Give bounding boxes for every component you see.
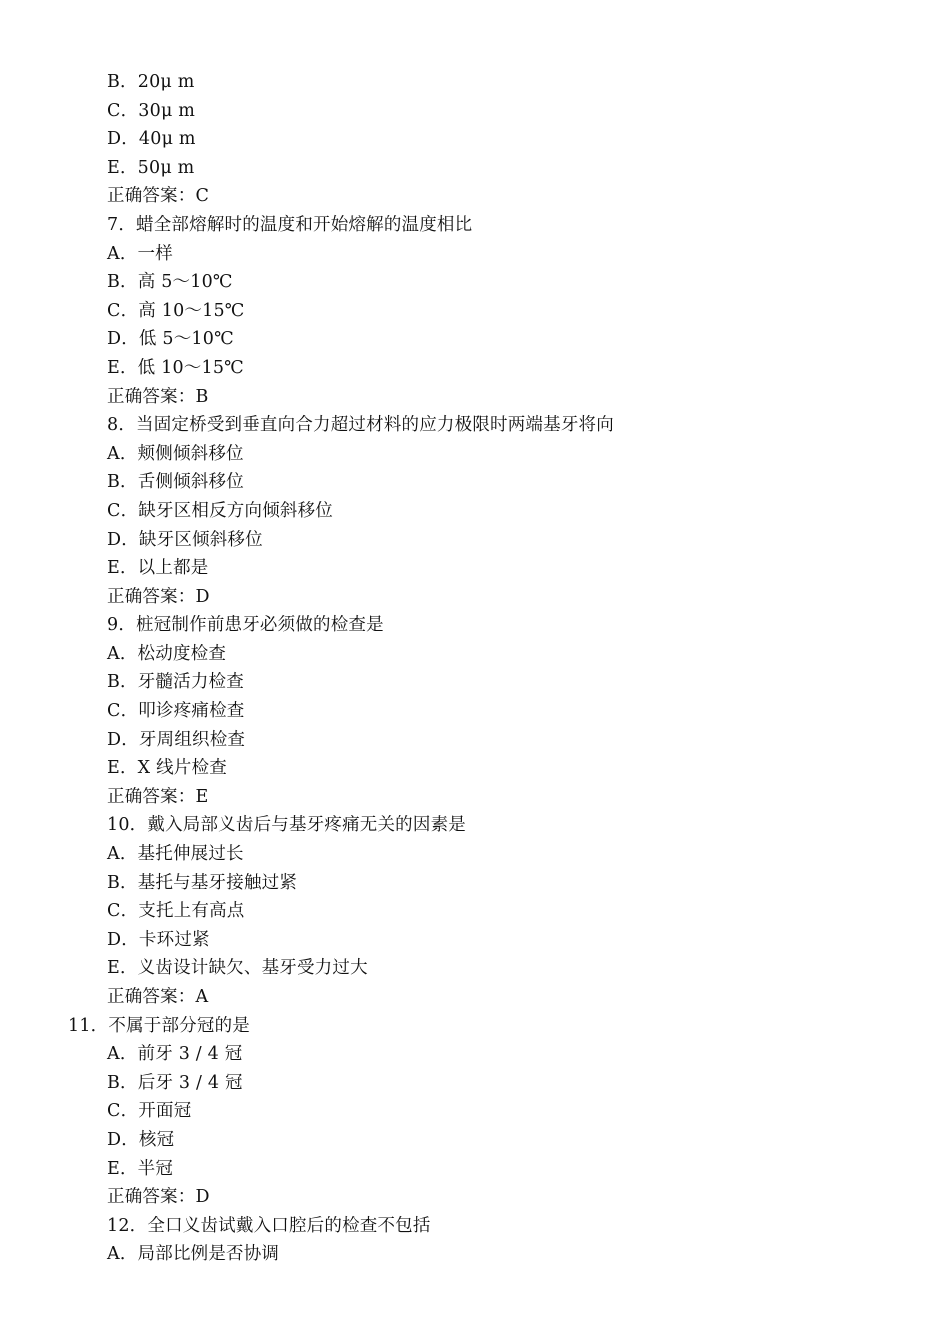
option-line: E．义齿设计缺欠、基牙受力过大 — [107, 958, 368, 979]
option-line: B．高 5～10℃ — [107, 272, 233, 293]
option-line: E．以上都是 — [107, 558, 209, 579]
option-line: E．半冠 — [107, 1158, 174, 1179]
option-line: A．松动度检查 — [107, 643, 227, 664]
option-line: A．局部比例是否协调 — [107, 1244, 280, 1265]
option-line: D．卡环过紧 — [107, 929, 210, 950]
option-line: D．核冠 — [107, 1129, 175, 1150]
answer-line: 正确答案：A — [107, 987, 209, 1007]
option-line: B．20μ m — [107, 72, 195, 92]
option-line: A．一样 — [107, 243, 173, 264]
answer-line: 正确答案：C — [107, 186, 210, 207]
option-line: E．50μ m — [107, 157, 195, 178]
answer-line: 正确答案：E — [107, 786, 209, 807]
question-line: 12．全口义齿试戴入口腔后的检查不包括 — [107, 1215, 431, 1236]
question-line: 9．桩冠制作前患牙必须做的检查是 — [107, 615, 384, 636]
question-line: 8．当固定桥受到垂直向合力超过材料的应力极限时两端基牙将向 — [107, 415, 614, 436]
question-line: 10．戴入局部义齿后与基牙疼痛无关的因素是 — [107, 815, 466, 836]
option-line: B．牙髓活力检查 — [107, 672, 244, 693]
option-line: C．30μ m — [107, 100, 196, 121]
option-line: A．颊侧倾斜移位 — [107, 443, 244, 464]
option-line: E．X 线片检查 — [107, 758, 227, 779]
answer-line: 正确答案：D — [107, 1187, 210, 1208]
option-line: C．叩诊疼痛检查 — [107, 701, 245, 722]
question-line: 11．不属于部分冠的是 — [68, 1015, 250, 1036]
option-line: C．支托上有高点 — [107, 901, 245, 922]
option-line: C．开面冠 — [107, 1101, 192, 1122]
answer-line: 正确答案：B — [107, 386, 209, 407]
option-line: A．基托伸展过长 — [107, 844, 244, 865]
option-line: C．缺牙区相反方向倾斜移位 — [107, 500, 333, 521]
option-line: A．前牙 3 / 4 冠 — [107, 1044, 243, 1065]
option-line: C．高 10～15℃ — [107, 300, 245, 321]
option-line: B．基托与基牙接触过紧 — [107, 872, 298, 893]
option-line: D．低 5～10℃ — [107, 329, 234, 350]
answer-line: 正确答案：D — [107, 586, 210, 607]
option-line: D．牙周组织检查 — [107, 729, 246, 750]
document-body — [0, 68, 950, 1269]
option-line: D．缺牙区倾斜移位 — [107, 529, 263, 550]
option-line: B．舌侧倾斜移位 — [107, 472, 244, 493]
option-line: D．40μ m — [107, 129, 196, 150]
option-line: B．后牙 3 / 4 冠 — [107, 1072, 243, 1093]
option-line: E．低 10～15℃ — [107, 357, 244, 378]
question-line: 7．蜡全部熔解时的温度和开始熔解的温度相比 — [107, 214, 473, 235]
